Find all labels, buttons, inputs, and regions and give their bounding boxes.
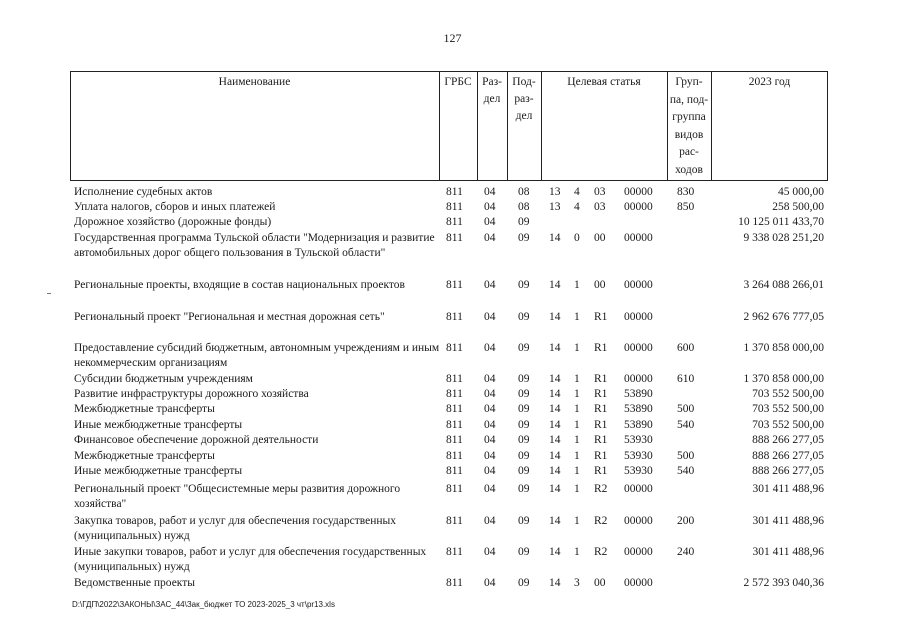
row-target-direction: 53890 bbox=[624, 388, 653, 400]
row-razdel: 04 bbox=[484, 216, 496, 228]
row-target-structure: R2 bbox=[594, 483, 608, 495]
row-expense-group: 200 bbox=[677, 515, 695, 527]
row-target-type: 1 bbox=[574, 403, 580, 415]
row-target-program: 14 bbox=[549, 515, 561, 527]
row-amount: 45 000,00 bbox=[778, 186, 824, 198]
row-target-structure: R1 bbox=[594, 419, 608, 431]
row-expense-group: 500 bbox=[677, 450, 695, 462]
row-target-program: 14 bbox=[549, 450, 561, 462]
row-amount: 703 552 500,00 bbox=[752, 388, 824, 400]
row-target-structure: R2 bbox=[594, 515, 608, 527]
row-grbs: 811 bbox=[446, 515, 463, 527]
row-target-direction: 00000 bbox=[624, 186, 653, 198]
row-target-program: 14 bbox=[549, 546, 561, 558]
row-name: Развитие инфраструктуры дорожного хозяйства bbox=[74, 388, 309, 400]
row-grbs: 811 bbox=[446, 450, 463, 462]
row-podrazdel: 09 bbox=[518, 434, 530, 446]
row-podrazdel: 09 bbox=[518, 546, 530, 558]
row-target-direction: 53890 bbox=[624, 403, 653, 415]
row-podrazdel: 09 bbox=[518, 419, 530, 431]
row-target-structure: R1 bbox=[594, 465, 608, 477]
row-target-direction: 53930 bbox=[624, 465, 653, 477]
row-grbs: 811 bbox=[446, 186, 463, 198]
row-target-type: 1 bbox=[574, 434, 580, 446]
row-podrazdel: 09 bbox=[518, 311, 530, 323]
row-grbs: 811 bbox=[446, 577, 463, 589]
row-target-structure: R2 bbox=[594, 546, 608, 558]
row-grbs: 811 bbox=[446, 201, 463, 213]
row-grbs: 811 bbox=[446, 232, 463, 244]
row-razdel: 04 bbox=[484, 450, 496, 462]
row-target-program: 14 bbox=[549, 434, 561, 446]
row-target-program: 14 bbox=[549, 419, 561, 431]
row-target-program: 14 bbox=[549, 388, 561, 400]
row-amount: 703 552 500,00 bbox=[752, 403, 824, 415]
row-target-type: 1 bbox=[574, 388, 580, 400]
row-razdel: 04 bbox=[484, 373, 496, 385]
row-grbs: 811 bbox=[446, 483, 463, 495]
row-amount: 2 962 676 777,05 bbox=[743, 311, 824, 323]
row-target-program: 14 bbox=[549, 373, 561, 385]
row-name: Иные межбюджетные трансферты bbox=[74, 465, 243, 477]
row-target-structure: 00 bbox=[594, 232, 606, 244]
row-razdel: 04 bbox=[484, 311, 496, 323]
row-grbs: 811 bbox=[446, 465, 463, 477]
row-target-program: 14 bbox=[549, 403, 561, 415]
table-header bbox=[70, 71, 828, 181]
row-target-type: 4 bbox=[574, 201, 580, 213]
row-podrazdel: 09 bbox=[518, 577, 530, 589]
row-target-structure: R1 bbox=[594, 403, 608, 415]
row-name: Предоставление субсидий бюджетным, автономным учреждениям и иным некоммерческим организациям bbox=[74, 342, 440, 369]
row-amount: 1 370 858 000,00 bbox=[743, 342, 824, 354]
row-target-structure: R1 bbox=[594, 434, 608, 446]
row-amount: 888 266 277,05 bbox=[752, 434, 824, 446]
row-target-type: 1 bbox=[574, 279, 580, 291]
row-target-structure: R1 bbox=[594, 342, 608, 354]
row-podrazdel: 09 bbox=[518, 465, 530, 477]
row-podrazdel: 09 bbox=[518, 279, 530, 291]
row-name: Уплата налогов, сборов и иных платежей bbox=[74, 201, 276, 213]
row-target-type: 1 bbox=[574, 515, 580, 527]
header-razdel: Раз- дел bbox=[482, 76, 502, 105]
row-name: Межбюджетные трансферты bbox=[74, 403, 215, 415]
row-target-structure: 03 bbox=[594, 186, 606, 198]
row-target-direction: 00000 bbox=[624, 342, 653, 354]
row-target-type: 1 bbox=[574, 419, 580, 431]
row-target-structure: R1 bbox=[594, 373, 608, 385]
row-target-program: 13 bbox=[549, 201, 561, 213]
row-name: Иные межбюджетные трансферты bbox=[74, 419, 243, 431]
row-grbs: 811 bbox=[446, 419, 463, 431]
row-target-direction: 00000 bbox=[624, 373, 653, 385]
page-number: 127 bbox=[443, 31, 462, 45]
header-year: 2023 год bbox=[748, 76, 791, 88]
row-podrazdel: 09 bbox=[518, 388, 530, 400]
row-amount: 10 125 011 433,70 bbox=[738, 216, 824, 228]
row-razdel: 04 bbox=[484, 419, 496, 431]
row-podrazdel: 09 bbox=[518, 216, 530, 228]
row-expense-group: 240 bbox=[677, 546, 695, 558]
file-path-footer: D:\ГДП\2022\ЗАКОНЫ\ЗАС_44\Зак_бюджет ТО 2023-2025_3 чт\рr13.xls bbox=[72, 600, 335, 609]
row-target-type: 0 bbox=[574, 232, 580, 244]
row-name: Региональный проект "Региональная и местная дорожная сеть" bbox=[74, 311, 385, 323]
row-name: Региональный проект "Общесистемные меры развития дорожного хозяйства" bbox=[74, 483, 401, 510]
row-expense-group: 830 bbox=[677, 186, 695, 198]
row-podrazdel: 09 bbox=[518, 450, 530, 462]
row-target-program: 14 bbox=[549, 483, 561, 495]
row-razdel: 04 bbox=[484, 201, 496, 213]
row-target-direction: 00000 bbox=[624, 546, 653, 558]
row-podrazdel: 09 bbox=[518, 373, 530, 385]
header-group: Груп- па, под- группа видов рас- ходов bbox=[669, 76, 709, 176]
row-razdel: 04 bbox=[484, 186, 496, 198]
row-target-program: 14 bbox=[549, 342, 561, 354]
row-name: Субсидии бюджетным учреждениям bbox=[74, 373, 253, 385]
row-grbs: 811 bbox=[446, 434, 463, 446]
row-target-type: 1 bbox=[574, 311, 580, 323]
row-grbs: 811 bbox=[446, 388, 463, 400]
row-podrazdel: 09 bbox=[518, 515, 530, 527]
row-amount: 1 370 858 000,00 bbox=[743, 373, 824, 385]
row-target-program: 14 bbox=[549, 311, 561, 323]
row-target-direction: 00000 bbox=[624, 279, 653, 291]
row-name: Ведомственные проекты bbox=[74, 577, 195, 589]
row-razdel: 04 bbox=[484, 515, 496, 527]
row-amount: 3 264 088 266,01 bbox=[743, 279, 824, 291]
row-target-structure: 00 bbox=[594, 279, 606, 291]
row-grbs: 811 bbox=[446, 279, 463, 291]
row-razdel: 04 bbox=[484, 483, 496, 495]
header-grbs: ГРБС bbox=[444, 76, 472, 88]
row-razdel: 04 bbox=[484, 577, 496, 589]
header-podrazdel: Под- раз- дел bbox=[512, 76, 536, 122]
row-target-structure: R1 bbox=[594, 388, 608, 400]
row-podrazdel: 09 bbox=[518, 483, 530, 495]
row-name: Межбюджетные трансферты bbox=[74, 450, 215, 462]
row-target-program: 14 bbox=[549, 465, 561, 477]
row-target-program: 14 bbox=[549, 577, 561, 589]
row-name: Финансовое обеспечение дорожной деятельности bbox=[74, 434, 319, 446]
row-podrazdel: 08 bbox=[518, 186, 530, 198]
row-target-direction: 00000 bbox=[624, 232, 653, 244]
row-amount: 301 411 488,96 bbox=[752, 546, 824, 558]
row-amount: 703 552 500,00 bbox=[752, 419, 824, 431]
row-target-program: 14 bbox=[549, 279, 561, 291]
row-razdel: 04 bbox=[484, 465, 496, 477]
row-name: Закупка товаров, работ и услуг для обеспечения государственных (муниципальных) нужд bbox=[74, 515, 397, 542]
row-name: Дорожное хозяйство (дорожные фонды) bbox=[74, 216, 272, 228]
row-target-type: 4 bbox=[574, 186, 580, 198]
row-target-structure: R1 bbox=[594, 311, 608, 323]
row-target-direction: 00000 bbox=[624, 515, 653, 527]
row-amount: 301 411 488,96 bbox=[752, 515, 824, 527]
row-podrazdel: 09 bbox=[518, 342, 530, 354]
row-name: Государственная программа Тульской области "Модернизация и развитие автомобильных дорог общего пользования в Тульской области" bbox=[74, 232, 435, 259]
row-amount: 258 500,00 bbox=[772, 201, 824, 213]
row-amount: 2 572 393 040,36 bbox=[743, 577, 824, 589]
row-expense-group: 500 bbox=[677, 403, 695, 415]
row-podrazdel: 08 bbox=[518, 201, 530, 213]
row-razdel: 04 bbox=[484, 434, 496, 446]
row-target-direction: 53890 bbox=[624, 419, 653, 431]
row-target-direction: 53930 bbox=[624, 434, 653, 446]
row-target-direction: 00000 bbox=[624, 483, 653, 495]
row-grbs: 811 bbox=[446, 216, 463, 228]
row-target-program: 13 bbox=[549, 186, 561, 198]
row-expense-group: 850 bbox=[677, 201, 695, 213]
row-target-type: 1 bbox=[574, 465, 580, 477]
row-podrazdel: 09 bbox=[518, 232, 530, 244]
row-expense-group: 610 bbox=[677, 373, 695, 385]
row-expense-group: 600 bbox=[677, 342, 695, 354]
header-name: Наименование bbox=[218, 76, 291, 88]
row-razdel: 04 bbox=[484, 342, 496, 354]
row-target-type: 1 bbox=[574, 373, 580, 385]
row-target-direction: 53930 bbox=[624, 450, 653, 462]
row-target-type: 1 bbox=[574, 450, 580, 462]
row-amount: 888 266 277,05 bbox=[752, 465, 824, 477]
row-podrazdel: 09 bbox=[518, 403, 530, 415]
row-amount: 301 411 488,96 bbox=[752, 483, 824, 495]
row-razdel: 04 bbox=[484, 232, 496, 244]
row-target-direction: 00000 bbox=[624, 577, 653, 589]
row-grbs: 811 bbox=[446, 373, 463, 385]
row-target-type: 3 bbox=[574, 577, 580, 589]
row-amount: 888 266 277,05 bbox=[752, 450, 824, 462]
row-name: Исполнение судебных актов bbox=[74, 186, 213, 198]
row-target-type: 1 bbox=[574, 483, 580, 495]
row-razdel: 04 bbox=[484, 546, 496, 558]
row-target-program: 14 bbox=[549, 232, 561, 244]
row-expense-group: 540 bbox=[677, 465, 695, 477]
row-target-structure: 00 bbox=[594, 577, 606, 589]
row-target-structure: R1 bbox=[594, 450, 608, 462]
row-grbs: 811 bbox=[446, 403, 463, 415]
row-amount: 9 338 028 251,20 bbox=[743, 232, 824, 244]
row-target-structure: 03 bbox=[594, 201, 606, 213]
row-grbs: 811 bbox=[446, 311, 463, 323]
header-target: Целевая статья bbox=[567, 76, 641, 88]
row-target-type: 1 bbox=[574, 546, 580, 558]
row-target-direction: 00000 bbox=[624, 311, 653, 323]
margin-mark bbox=[47, 293, 51, 294]
row-razdel: 04 bbox=[484, 388, 496, 400]
row-name: Региональные проекты, входящие в состав национальных проектов bbox=[74, 279, 405, 291]
row-target-type: 1 bbox=[574, 342, 580, 354]
row-razdel: 04 bbox=[484, 403, 496, 415]
row-target-direction: 00000 bbox=[624, 201, 653, 213]
row-name: Иные закупки товаров, работ и услуг для обеспечения государственных (муниципальных) нужд bbox=[74, 546, 427, 573]
row-grbs: 811 bbox=[446, 546, 463, 558]
row-grbs: 811 bbox=[446, 342, 463, 354]
row-expense-group: 540 bbox=[677, 419, 695, 431]
row-razdel: 04 bbox=[484, 279, 496, 291]
